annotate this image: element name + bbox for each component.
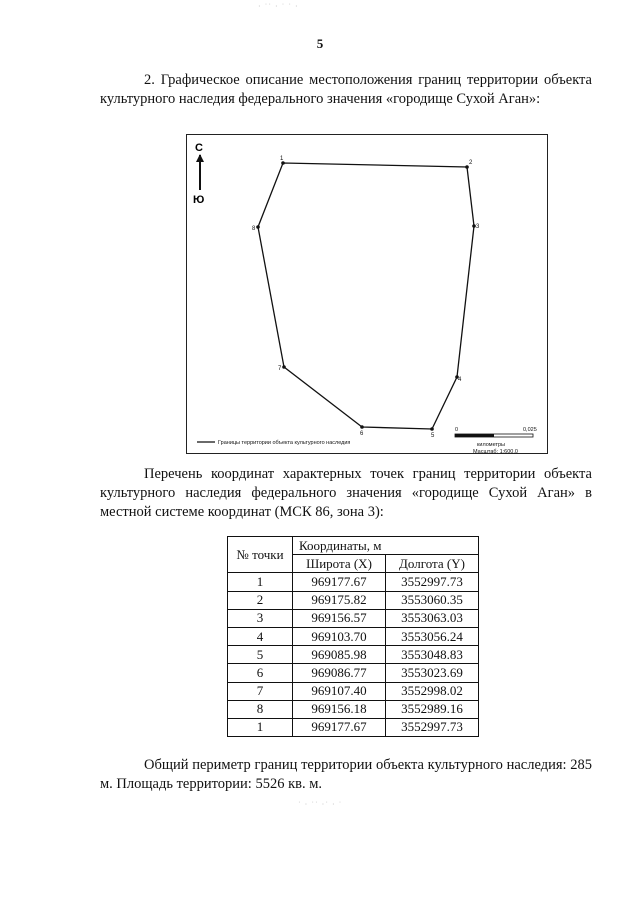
vertex-label-2: 2 [469, 160, 473, 166]
page-number: 5 [316, 36, 324, 51]
scan-noise-top: · ˙˙ · ˙ ˙ · [258, 2, 299, 11]
vertex-label-8: 8 [252, 226, 256, 232]
cell-longitude: 3552989.16 [386, 700, 479, 718]
boundary-map-svg [187, 135, 549, 455]
compass-icon [193, 142, 204, 206]
vertex-label-1: 1 [280, 156, 284, 162]
header-coordinates: Координаты, м [293, 537, 479, 555]
cell-point: 2 [228, 591, 293, 609]
vertex-label-3: 3 [476, 224, 480, 230]
scale-ratio-label: Масштаб: 1:600,0 [473, 449, 518, 455]
header-longitude: Долгота (Y) [386, 555, 479, 573]
cell-point: 8 [228, 700, 293, 718]
table-row [228, 682, 479, 700]
header-point: № точки [228, 537, 293, 573]
scale-zero-label: 0 [455, 427, 459, 433]
header-latitude: Широта (X) [293, 555, 386, 573]
cell-latitude: 969103.70 [293, 627, 386, 645]
cell-longitude: 3553063.03 [386, 609, 479, 627]
cell-latitude: 969107.40 [293, 682, 386, 700]
summary-paragraph: Общий периметр границ территории объекта культурного наследия: 285 м. Площадь территории: 5526 кв. м. [100, 757, 592, 792]
cell-longitude: 3553023.69 [386, 664, 479, 682]
cell-latitude: 969086.77 [293, 664, 386, 682]
cell-longitude: 3552997.73 [386, 573, 479, 591]
scale-unit-label: километры [477, 442, 505, 448]
cell-longitude: 3553048.83 [386, 646, 479, 664]
vertex-5 [430, 427, 434, 431]
cell-point: 5 [228, 646, 293, 664]
table-row [228, 609, 479, 627]
coordinates-intro-paragraph: Перечень координат характерных точек границ территории объекта культурного наследия федерального значения «городище Сухой Аган» в местной системе координат (МСК 86, зона 3): [100, 466, 592, 520]
vertex-label-4: 4 [458, 377, 462, 383]
cell-longitude: 3552997.73 [386, 718, 479, 736]
boundary-polygon [258, 163, 474, 429]
cell-longitude: 3553060.35 [386, 591, 479, 609]
cell-latitude: 969175.82 [293, 591, 386, 609]
vertex-label-5: 5 [431, 433, 435, 439]
section-heading-paragraph: 2. Графическое описание местоположения границ территории объекта культурного наследия федерального значения «городище Сухой Аган»: [100, 72, 592, 107]
cell-point: 6 [228, 664, 293, 682]
cell-point: 7 [228, 682, 293, 700]
table-row [228, 627, 479, 645]
legend-label: Границы территории объекта культурного наследия [218, 440, 351, 446]
cell-latitude: 969085.98 [293, 646, 386, 664]
table-header-row [228, 537, 479, 555]
table-row [228, 718, 479, 736]
scale-end-label: 0,025 [523, 427, 537, 433]
table-row [228, 591, 479, 609]
cell-point: 4 [228, 627, 293, 645]
boundary-map [186, 134, 548, 454]
boundary-vertices [256, 161, 476, 431]
cell-latitude: 969156.57 [293, 609, 386, 627]
scale-bar [455, 427, 537, 455]
vertex-label-6: 6 [360, 431, 364, 437]
vertex-6 [360, 425, 364, 429]
cell-latitude: 969177.67 [293, 718, 386, 736]
map-legend [197, 440, 350, 446]
cell-point: 1 [228, 718, 293, 736]
table-row [228, 573, 479, 591]
cell-point: 1 [228, 573, 293, 591]
cell-latitude: 969177.67 [293, 573, 386, 591]
compass-north-label: С [195, 142, 203, 154]
cell-point: 3 [228, 609, 293, 627]
scan-noise-bottom: ˙ · ˙˙ ·˙ · ˙ [298, 800, 343, 809]
table-row [228, 646, 479, 664]
vertex-8 [256, 225, 260, 229]
cell-longitude: 3552998.02 [386, 682, 479, 700]
table-row [228, 700, 479, 718]
vertex-labels [252, 156, 480, 439]
compass-south-label: Ю [193, 194, 205, 206]
vertex-label-7: 7 [278, 366, 282, 372]
table-row [228, 664, 479, 682]
cell-latitude: 969156.18 [293, 700, 386, 718]
vertex-7 [282, 365, 286, 369]
cell-longitude: 3553056.24 [386, 627, 479, 645]
coordinates-table [227, 536, 479, 737]
